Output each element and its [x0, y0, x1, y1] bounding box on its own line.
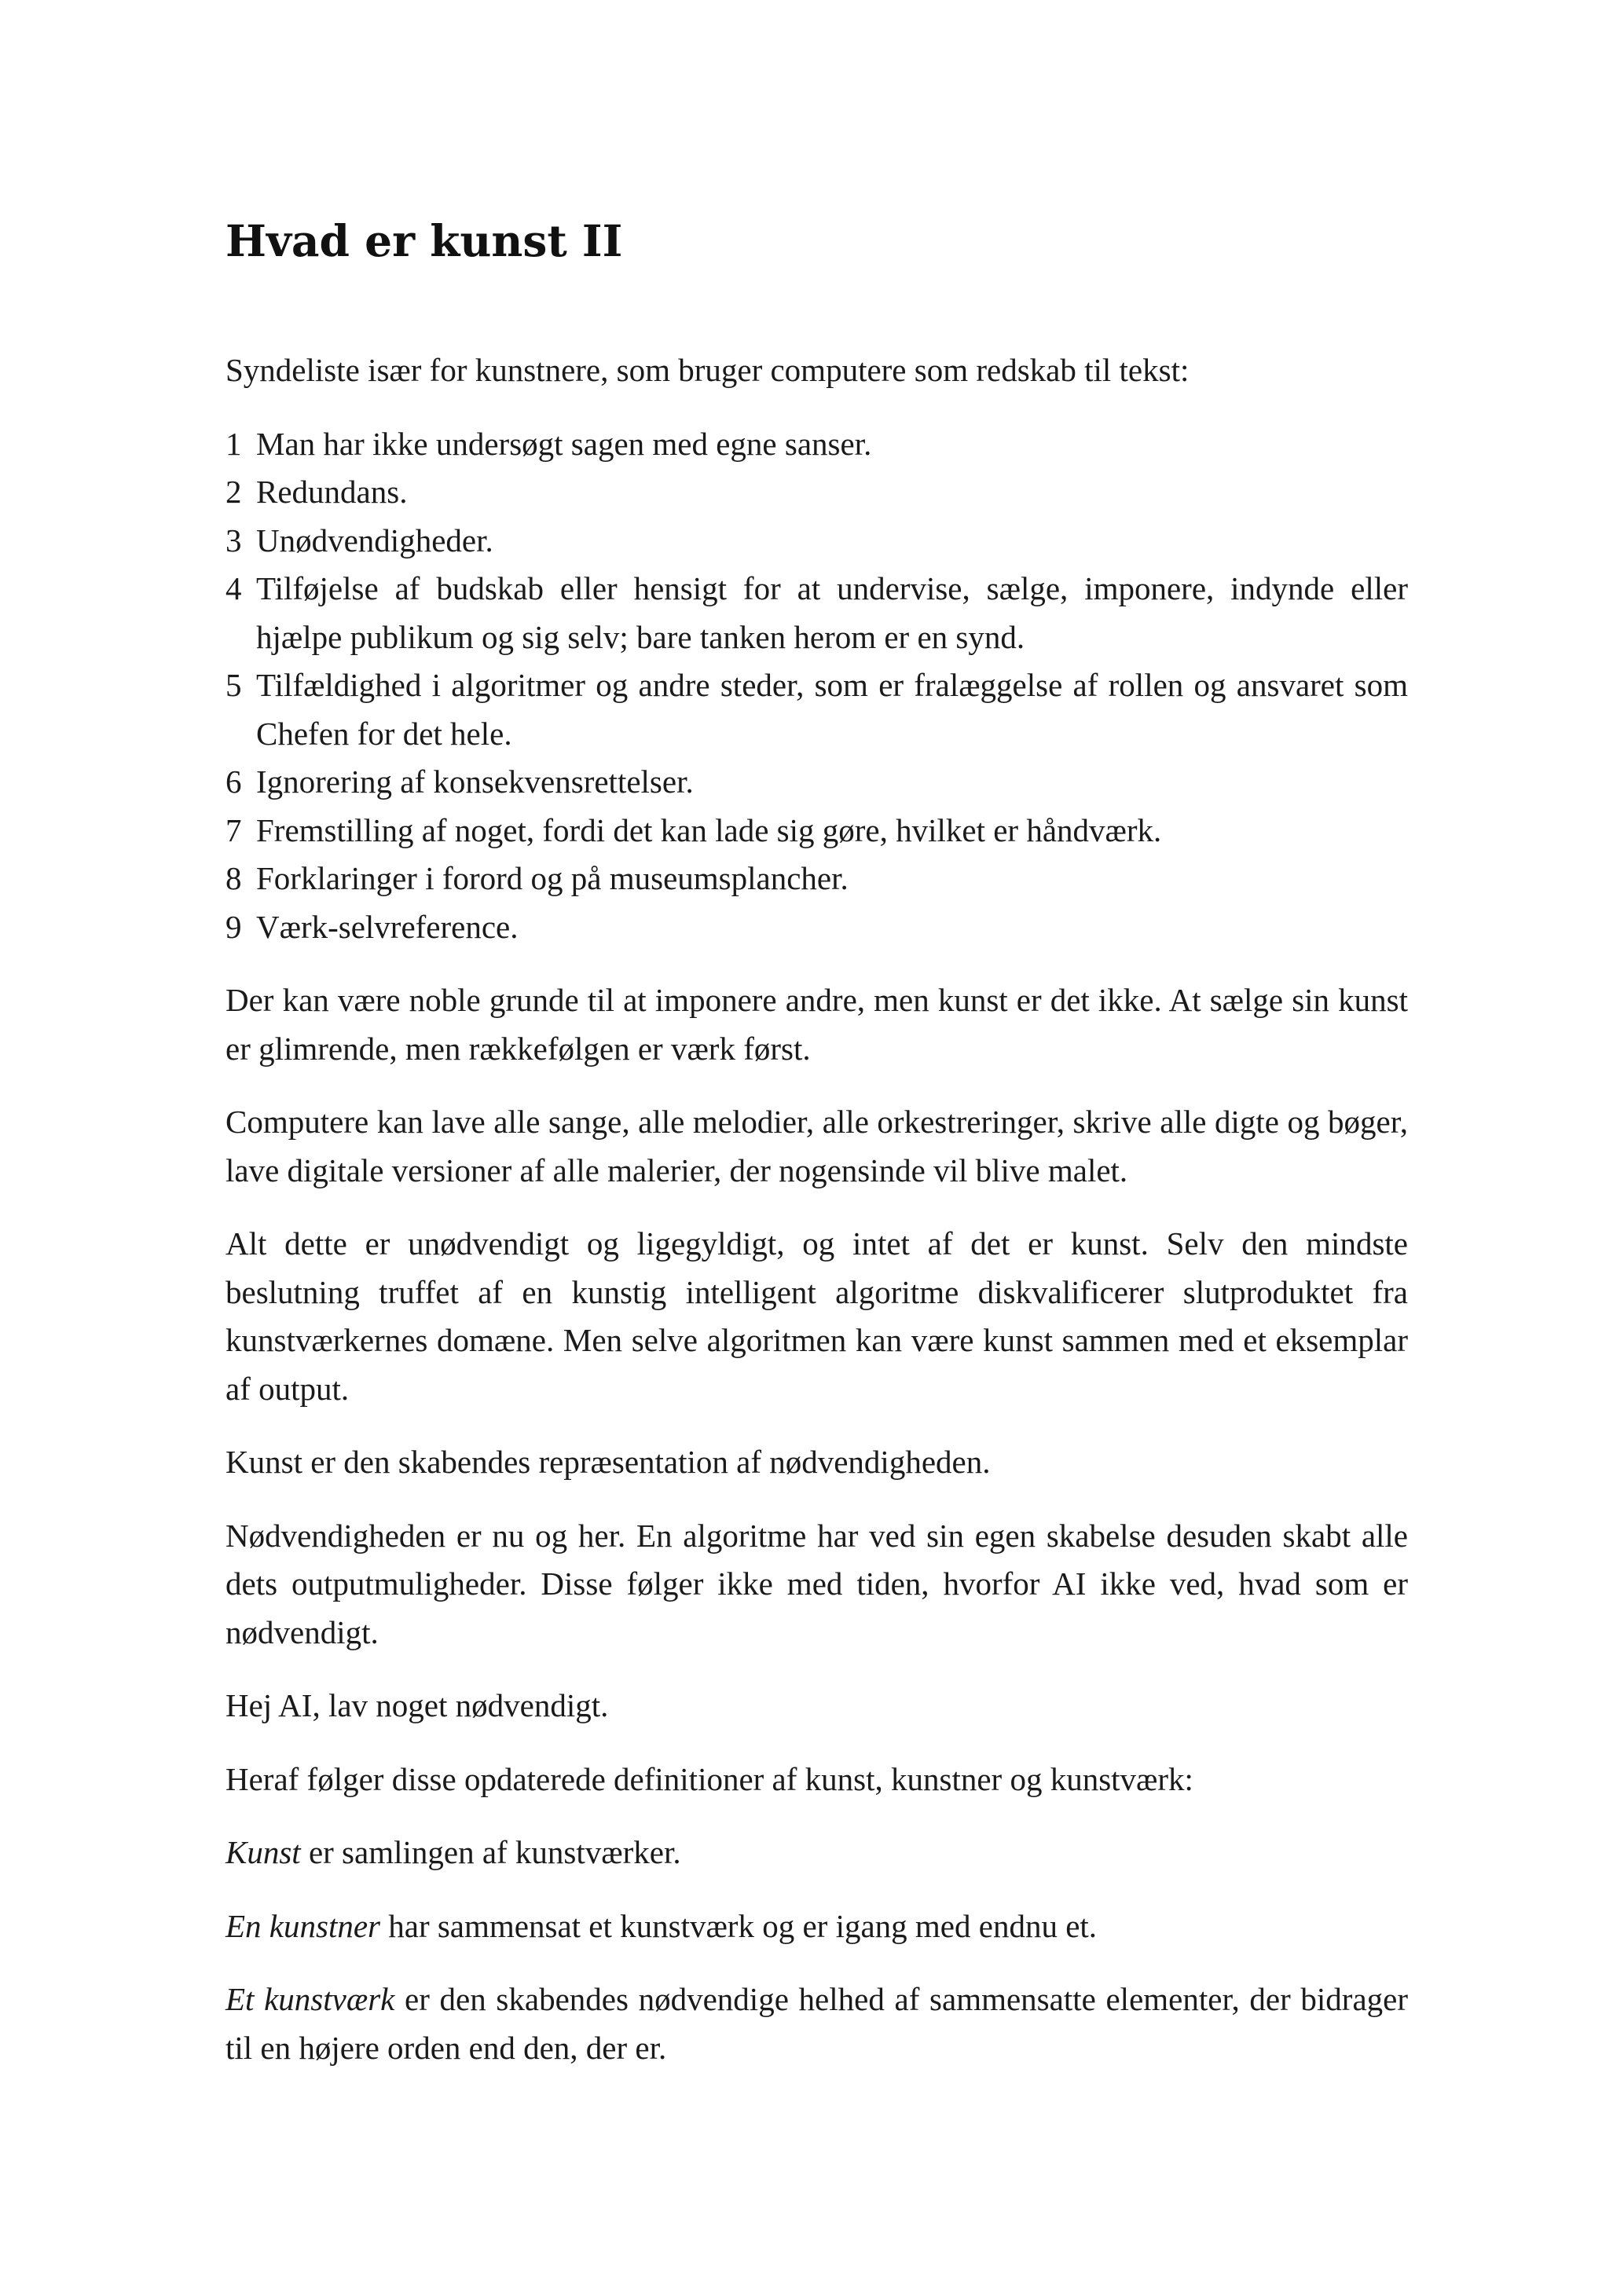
sin-text: Redundans. [256, 474, 408, 510]
sin-text: Fremstilling af noget, fordi det kan lade sig gøre, hvilket er håndværk. [256, 811, 1162, 848]
sin-number: 8 [225, 860, 242, 896]
sin-text: Ignorering af konsekvensrettelser. [256, 764, 694, 800]
sin-list-item [225, 661, 1408, 758]
sin-list-item [225, 903, 1408, 952]
definition-text: er den skabendes nødvendige helhed af sammensatte elementer, der bidrager til en højere orden end den, der er. [225, 1981, 1408, 2066]
sin-number: 9 [225, 908, 242, 945]
sin-list-item [225, 468, 1408, 517]
body-paragraph: Hej AI, lav noget nødvendigt. [225, 1687, 609, 1723]
intro-paragraph: Syndeliste især for kunstnere, som bruger computere som redskab til tekst: [225, 352, 1190, 388]
sin-text: Man har ikke undersøgt sagen med egne sanser. [256, 425, 872, 462]
sin-text: Værk-selvreference. [256, 908, 519, 945]
sin-number: 5 [225, 667, 242, 703]
body-paragraph: Nødvendigheden er nu og her. En algoritme har ved sin egen skabelse desuden skabt alle dets outputmuligheder. Disse følger ikke med tiden, hvorfor AI ikke ved, hvad som er nødvendigt. [225, 1517, 1408, 1650]
definition-paragraph [225, 1902, 1408, 1951]
definition-text: har sammensat et kunstværk og er igang med endnu et. [380, 1907, 1098, 1944]
sin-list-item [225, 807, 1408, 855]
sin-number: 7 [225, 811, 242, 848]
sin-list-item [225, 420, 1408, 469]
sin-number: 3 [225, 522, 242, 558]
sin-list-item [225, 517, 1408, 566]
sin-text: Forklaringer i forord og på museumsplancher. [256, 860, 849, 896]
body-paragraph: Computere kan lave alle sange, alle melodier, alle orkestreringer, skrive alle digte og bøger, lave digitale versioner af alle malerier, der nogensinde vil blive malet. [225, 1104, 1408, 1188]
sin-number: 6 [225, 764, 242, 800]
body-paragraph: Kunst er den skabendes repræsentation af nødvendigheden. [225, 1444, 991, 1480]
sin-list [225, 420, 1408, 952]
definition-paragraph [225, 1829, 1408, 1877]
sin-list-item [225, 565, 1408, 661]
definition-paragraph [225, 1976, 1408, 2072]
sin-list-item [225, 855, 1408, 903]
sin-number: 2 [225, 474, 242, 510]
definition-term: Kunst [225, 1834, 301, 1870]
sin-text: Unødvendigheder. [256, 522, 493, 558]
document-body [225, 346, 1408, 2097]
definition-term: En kunstner [225, 1907, 380, 1944]
body-paragraph: Der kan være noble grunde til at imponere andre, men kunst er det ikke. At sælge sin kunst er glimrende, men rækkefølgen er værk først. [225, 982, 1408, 1067]
sin-number: 4 [225, 570, 242, 606]
definition-term: Et kunstværk [225, 1981, 395, 2017]
sin-list-item [225, 758, 1408, 807]
sin-text: Tilføjelse af budskab eller hensigt for at undervise, sælge, imponere, indynde eller hjælpe publikum og sig selv; bare tanken herom er en synd. [256, 570, 1408, 655]
body-paragraph: Alt dette er unødvendigt og ligegyldigt, og intet af det er kunst. Selv den mindste beslutning truffet af en kunstig intelligent algoritme diskvalificerer slutproduktet fra kunstværkernes domæne. Men selve algoritmen kan være kunst sammen med et eksemplar af output. [225, 1225, 1408, 1407]
page-title: Hvad er kunst II [225, 215, 623, 266]
sin-number: 1 [225, 425, 242, 462]
body-paragraph: Heraf følger disse opdaterede definitioner af kunst, kunstner og kunstværk: [225, 1760, 1193, 1797]
sin-text: Tilfældighed i algoritmer og andre steder, som er fralæggelse af rollen og ansvaret som Chefen for det hele. [256, 667, 1408, 752]
definition-text: er samlingen af kunstværker. [300, 1834, 681, 1870]
